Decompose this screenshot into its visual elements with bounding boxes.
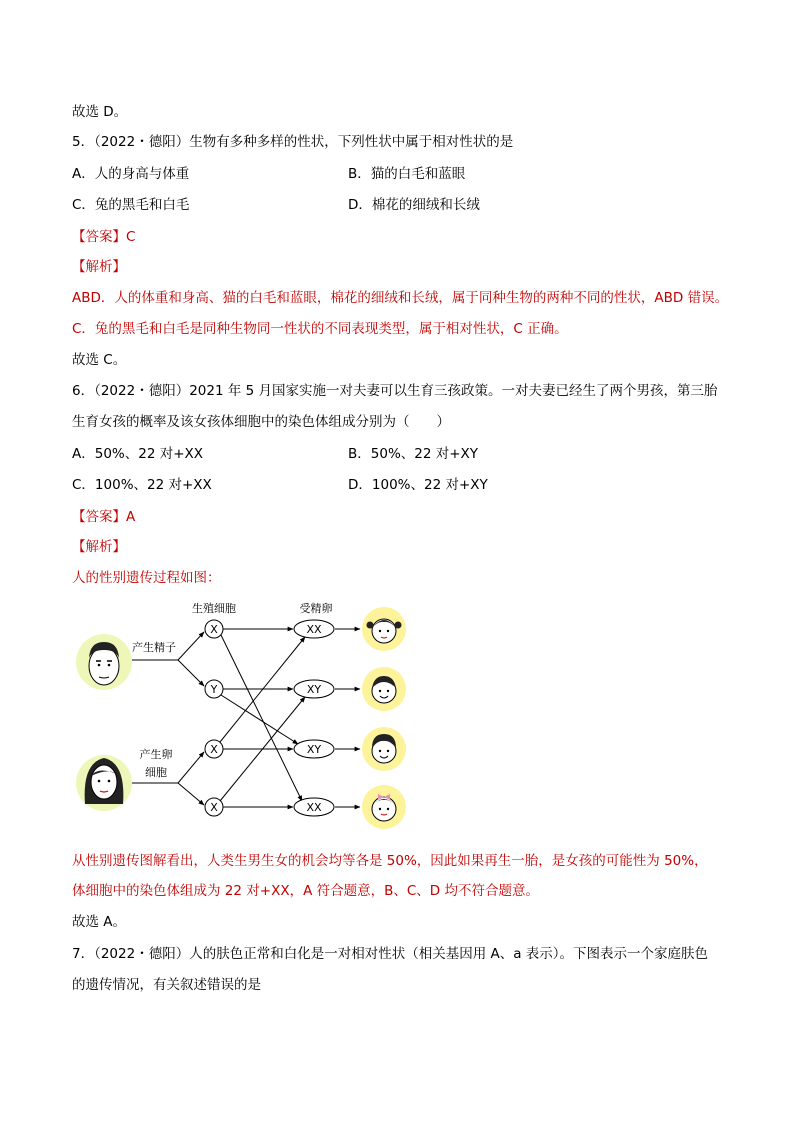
conclusion-5: 故选 C。 xyxy=(72,352,127,368)
svg-text:XX: XX xyxy=(306,801,322,814)
egg-cell-x-1 xyxy=(205,740,223,758)
boy-child-icon xyxy=(362,667,406,711)
option-5c: C．兔的黑毛和白毛 xyxy=(72,197,190,213)
svg-text:XY: XY xyxy=(306,683,322,696)
svg-text:X: X xyxy=(210,801,218,814)
analysis-heading-5: 【解析】 xyxy=(72,259,126,275)
analysis-heading-6: 【解析】 xyxy=(72,539,126,555)
answer-6: 【答案】A xyxy=(72,509,136,525)
svg-text:Y: Y xyxy=(210,683,218,696)
zygote-xx-2 xyxy=(294,798,334,816)
option-6a: A．50%、22 对+XX xyxy=(72,446,204,462)
explanation-5b: C．兔的黑毛和白毛是同种生物同一性状的不同表现类型，属于相对性状，C 正确。 xyxy=(72,321,568,337)
zygote-xx-1 xyxy=(294,620,334,638)
germ-cell-header: 生殖细胞 xyxy=(192,602,236,615)
explanation-6a: 从性别遗传图解看出，人类生男生女的机会均等各是 50%，因此如果再生一胎，是女孩的可能性为 50%， xyxy=(72,853,708,869)
option-6b: B．50%、22 对+XY xyxy=(348,446,479,462)
girl-child-icon xyxy=(362,785,406,829)
svg-text:X: X xyxy=(210,623,218,636)
svg-text:X: X xyxy=(210,743,218,756)
svg-text:XX: XX xyxy=(306,623,322,636)
boy-child-icon xyxy=(362,727,406,771)
option-5b: B．猫的白毛和蓝眼 xyxy=(348,166,466,182)
mother-label-line-1: 产生卵 xyxy=(139,748,173,761)
option-6c: C．100%、22 对+XX xyxy=(72,477,212,493)
sperm-cell-y xyxy=(205,680,223,698)
question-7-stem-2: 的遗传情况，有关叙述错误的是 xyxy=(72,977,261,993)
svg-text:XY: XY xyxy=(306,743,322,756)
question-6-stem-1: 6．（2022・德阳）2021 年 5 月国家实施一对夫妻可以生育三孩政策。一对夫妻已经生了两个男孩，第三胎 xyxy=(72,383,718,399)
question-5-stem: 5．（2022・德阳）生物有多种多样的性状，下列性状中属于相对性状的是 xyxy=(72,134,514,150)
mother-label-line-2: 细胞 xyxy=(145,766,167,779)
explanation-6b: 体细胞中的染色体组成为 22 对+XX，A 符合题意，B、C、D 均不符合题意。 xyxy=(72,883,539,899)
question-6-stem-2: 生育女孩的概率及该女孩体细胞中的染色体组成分别为（ ） xyxy=(72,414,450,430)
option-5a: A．人的身高与体重 xyxy=(72,166,190,182)
answer-5: 【答案】C xyxy=(72,229,136,245)
mother-face-icon xyxy=(76,755,132,811)
father-label: 产生精子 xyxy=(132,641,176,654)
question-7-stem-1: 7．（2022・德阳）人的肤色正常和白化是一对相对性状（相关基因用 A、a 表示）。下图表示一个家庭肤色 xyxy=(72,946,709,962)
option-5d: D．棉花的细绒和长绒 xyxy=(348,197,480,213)
zygote-xy-2 xyxy=(294,740,334,758)
zygote-xy-1 xyxy=(294,680,334,698)
sperm-cell-x xyxy=(205,620,223,638)
father-face-icon xyxy=(76,634,132,690)
conclusion-6: 故选 A。 xyxy=(72,914,127,930)
sex-inheritance-diagram xyxy=(72,598,417,830)
option-6d: D．100%、22 对+XY xyxy=(348,477,488,493)
explanation-5a: ABD．人的体重和身高、猫的白毛和蓝眼，棉花的细绒和长绒，属于同种生物的两种不同的性状，ABD 错误。 xyxy=(72,290,729,306)
conclusion-line: 故选 D。 xyxy=(72,104,128,120)
zygote-header: 受精卵 xyxy=(299,602,333,615)
girl-child-icon xyxy=(362,607,406,651)
figure-intro: 人的性别遗传过程如图： xyxy=(72,570,221,586)
